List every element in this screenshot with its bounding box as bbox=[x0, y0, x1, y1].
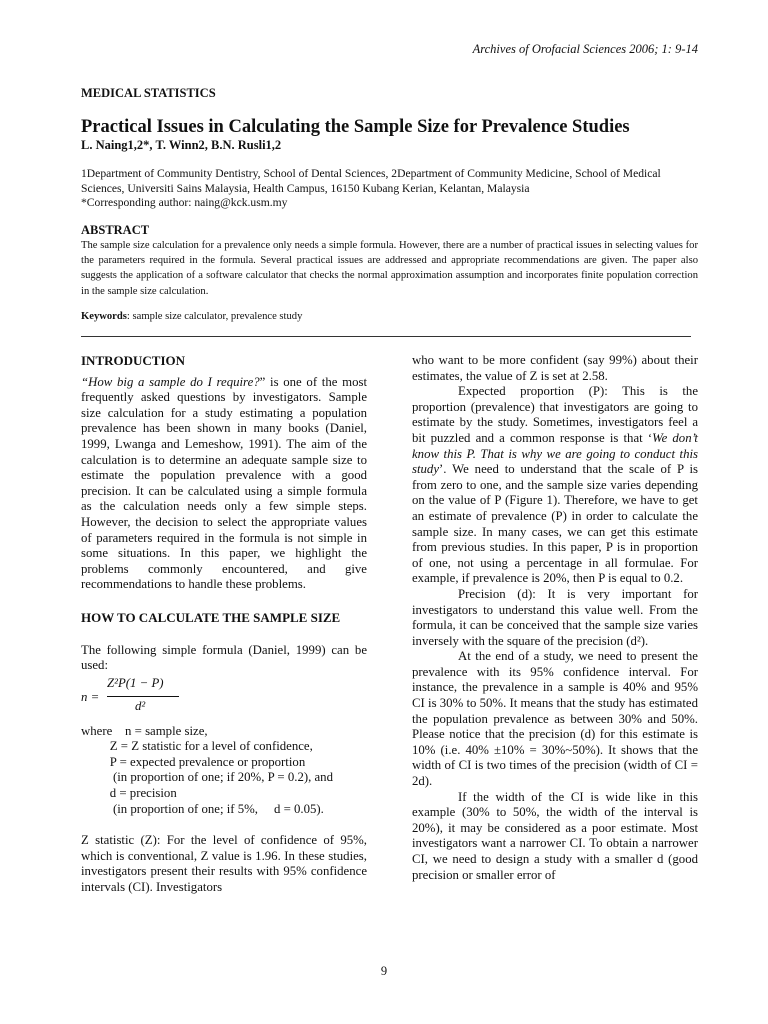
right-column bbox=[412, 353, 698, 883]
definition-line: (in proportion of one; if 20%, P = 0.2), and bbox=[81, 770, 333, 785]
confidence-interval-paragraph: At the end of a study, we need to present the prevalence with its 95% confidence interval. For instance, the prevalence in a sample is 40% and 95% CI is 30% to 50%. It means that the study has estimated the population prevalence as between 30% and 50%. Please notice that the precision (d) for this estimate is 10% (i.e. 40% ±10% = 30%~50%). It shows that the width of CI is two times of the precision (width of CI = 2d). bbox=[412, 649, 698, 789]
intro-quote: “How big a sample do I require? bbox=[81, 374, 260, 389]
ci-width-paragraph: If the width of the CI is wide like in this example (30% to 50%, the width of the interval is 20%), it may be considered as a poor estimate. Most investigators want a narrower CI. To obtain a narrower CI, we need to design a study with a smaller d (good precision or smaller error of bbox=[412, 789, 698, 882]
definition-line: Z = Z statistic for a level of confidence, bbox=[81, 739, 313, 754]
intro-text: ” is one of the most frequently asked questions by investigators. Sample size calculation for a study estimating a population prevalence has been shown in many books (Daniel, 1999, Lwanga and Lemeshow, 1991). The aim of the calculation is to determine an adequate sample size to estimate the population prevalence with a good precision. It can be calculated using a simple formula as the calculation needs only a few simple steps. However, the decision to select the appropriate values of parameters required in the formula is not simple in some situations. In this paper, we highlight the problems commonly encountered, and give recommendations to handle these problems. bbox=[81, 374, 368, 592]
abstract-heading: ABSTRACT bbox=[81, 223, 150, 237]
formula-denominator: d² bbox=[135, 698, 146, 713]
formula-intro: The following simple formula (Daniel, 1999) can be used: bbox=[81, 642, 367, 673]
formula-lhs: n = bbox=[81, 689, 100, 704]
author-list: L. Naing1,2*, T. Winn2, B.N. Rusli1,2 bbox=[81, 138, 282, 152]
sample-size-formula bbox=[81, 676, 367, 720]
paragraph-continued: who want to be more confident (say 99%) about their estimates, the value of Z is set at 2.58. bbox=[412, 353, 698, 383]
definition-line: where n = sample size, bbox=[81, 723, 208, 738]
abstract-text: The sample size calculation for a prevalence only needs a simple formula. However, there are a number of practical issues in selecting values for the parameters required in the formula. Several practical issues are addressed and appropriate recommendations are given. The paper also suggests the application of a software calculator that checks the normal approximation assumption and incorporates finite population correction in the sample size calculation. bbox=[81, 240, 698, 297]
calc-heading: HOW TO CALCULATE THE SAMPLE SIZE bbox=[81, 609, 341, 625]
paper-title: Practical Issues in Calculating the Sample Size for Prevalence Studies bbox=[81, 117, 630, 137]
p2-quote: We don’t know this P. That is why we are going to conduct this study bbox=[412, 430, 698, 477]
keywords bbox=[81, 311, 302, 322]
keywords-label: Keywords bbox=[81, 311, 127, 322]
introduction-heading: INTRODUCTION bbox=[81, 353, 186, 368]
section-divider bbox=[81, 336, 691, 337]
p2-text-b: ’. We need to understand that the scale of P is from zero to one, and the sample size varies depending on the value of P (Figure 1). Therefore, we have to get an estimate of prevalence (P) in order to calculate the sample size. In many cases, we can get this estimate from previous studies. In this paper, P is in proportion of one, not using a percentage in all formulae. For example, if prevalence is 20%, then P is equal to 0.2. bbox=[412, 462, 698, 586]
definition-line: (in proportion of one; if 5%, d = 0.05). bbox=[81, 801, 324, 816]
corresponding-author: *Corresponding author: naing@kck.usm.my bbox=[81, 196, 288, 209]
page-number: 9 bbox=[380, 964, 388, 978]
definition-line: d = precision bbox=[81, 786, 177, 801]
journal-citation: Archives of Orofacial Sciences 2006; 1: 9-14 bbox=[472, 42, 698, 56]
introduction-paragraph bbox=[81, 375, 367, 593]
keywords-text: : sample size calculator, prevalence study bbox=[126, 311, 303, 322]
definition-line: P = expected prevalence or proportion bbox=[81, 754, 306, 769]
left-column bbox=[81, 353, 367, 896]
expected-proportion-paragraph bbox=[412, 384, 698, 587]
z-statistic-paragraph: Z statistic (Z): For the level of confidence of 95%, which is conventional, Z value is 1.96. In these studies, investigators present their results with 95% confidence intervals (CI). Investigators bbox=[81, 833, 367, 895]
formula-numerator: Z²P(1 − P) bbox=[107, 675, 164, 690]
fraction-bar bbox=[107, 696, 179, 697]
affiliation: 1Department of Community Dentistry, School of Dental Sciences, 2Department of Community Medicine, School of Medical Sciences, Universiti Sains Malaysia, Health Campus, 16150 Kubang Kerian, Kelantan, Malaysia bbox=[81, 167, 661, 195]
precision-paragraph: Precision (d): It is very important for investigators to understand this value well. From the formula, it can be conceived that the sample size varies inversely with the square of the precision (d²). bbox=[412, 586, 698, 648]
p2-text-a: Expected proportion (P): This is the proportion (prevalence) that investigators are going to estimate by the study. Sometimes, investigators feel a bit puzzled and a common response is that ‘ bbox=[412, 384, 698, 445]
section-label: MEDICAL STATISTICS bbox=[81, 86, 216, 100]
